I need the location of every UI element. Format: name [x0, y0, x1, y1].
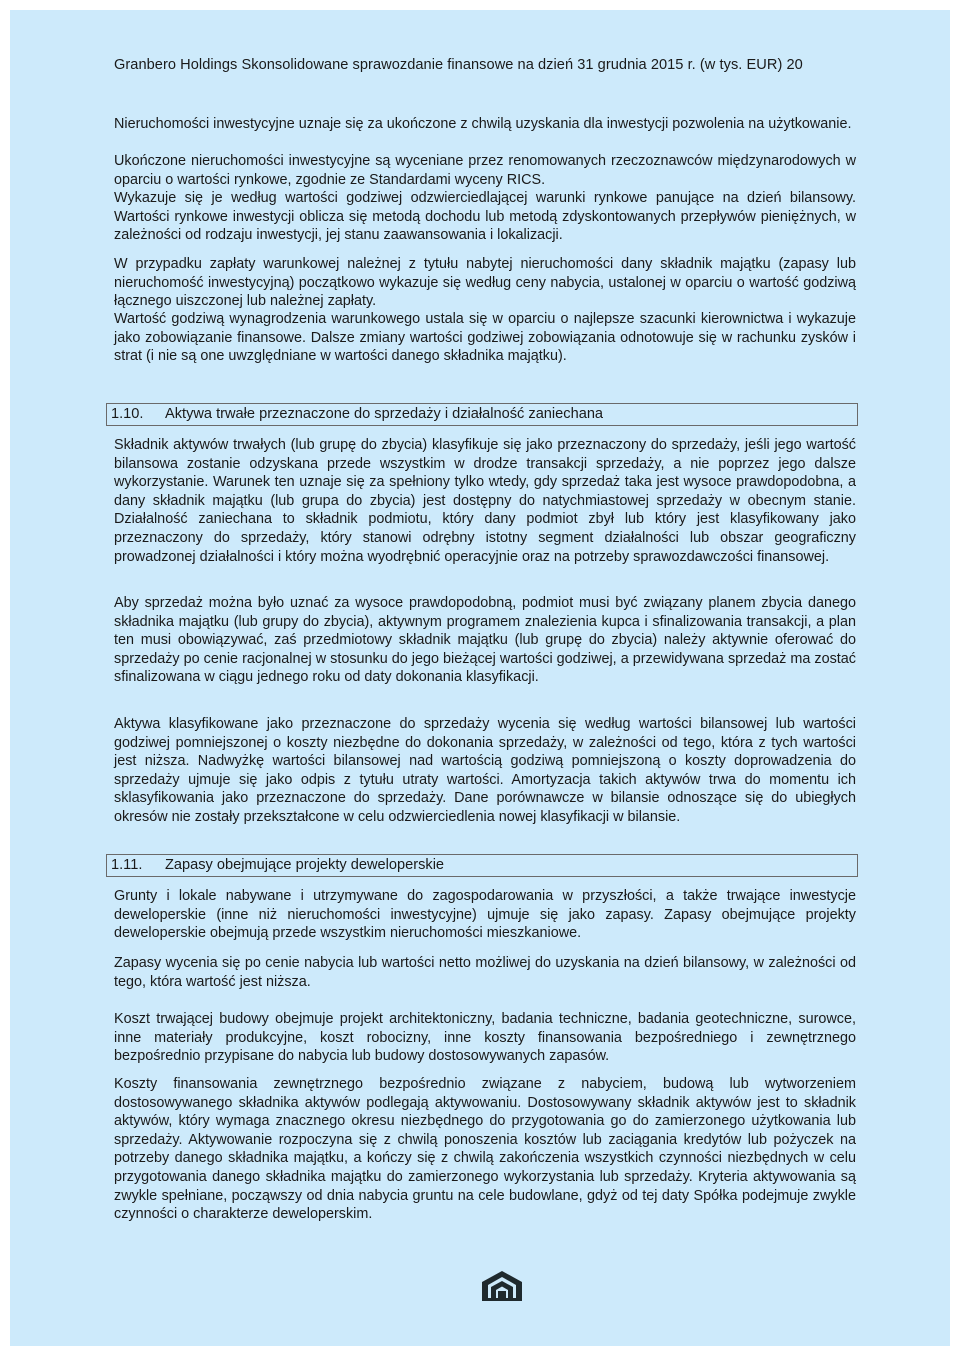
- section-heading-1-10: [106, 403, 858, 426]
- section-heading-1-11: [106, 854, 858, 877]
- section-title: Aktywa trwałe przeznaczone do sprzedaży i działalność zaniechana: [165, 406, 604, 422]
- section-title: Zapasy obejmujące projekty deweloperskie: [165, 857, 445, 873]
- paragraph: Aby sprzedaż można było uznać za wysoce prawdopodobną, podmiot musi być związany planem zbycia danego składnika majątku (lub grupy do zbycia), aktywnym programem znalezienia kupca i sfinalizowania transakcji, a plan ten musi obowiązywać, zaś przedmiotowy składnik majątku (lub grupę do zbycia) należy aktywnie oferować do sprzedaży po cenie racjonalnej w stosunku do jego bieżącej wartości godziwej, a przewidywana sprzedaż ma zostać sfinalizowana w ciągu jednego roku od daty dokonania klasyfikacji.: [114, 595, 856, 686]
- company-logo-icon: [479, 1268, 525, 1302]
- paragraph: Ukończone nieruchomości inwestycyjne są wyceniane przez renomowanych rzeczoznawców międzynarodowych w oparciu o wartości rynkowe, zgodnie ze Standardami wyceny RICS.: [114, 153, 856, 188]
- paragraph: Wykazuje się je według wartości godziwej odzwierciedlającej warunki rynkowe panujące na dzień bilansowy. Wartości rynkowe inwestycji oblicza się metodą dochodu lub metodą zdyskontowanych przepływów pieniężnych, w zależności od rodzaju inwestycji, jej stanu zaawansowania i lokalizacji.: [114, 190, 856, 244]
- paragraph: Grunty i lokale nabywane i utrzymywane do zagospodarowania w przyszłości, a także trwające inwestycje deweloperskie (inne niż nieruchomości inwestycyjne) ujmuje się jako zapasy. Zapasy obejmujące projekty deweloperskie obejmują przede wszystkim nieruchomości mieszkaniowe.: [114, 888, 856, 942]
- paragraph: Koszty finansowania zewnętrznego bezpośrednio związane z nabyciem, budową lub wytworzeniem dostosowywanego składnika aktywów podlegają aktywowaniu. Dostosowywany składnik aktywów jest to składnik aktywów, który wymaga znacznego okresu niezbędnego do przygotowania go do zamierzonego użytkowania lub sprzedaży. Aktywowanie rozpoczyna się z chwilą ponoszenia kosztów lub zaciągania kredytów lub pożyczek na potrzeby danego składnika majątku, a kończy się z chwilą zakończenia wszystkich czynności niezbędnych w celu przygotowania danego składnika majątku do zamierzonego wykorzystania lub sprzedaży. Kryteria aktywowania są zwykle spełniane, począwszy od dnia nabycia gruntu na cele budowlane, gdyż od tej daty Spółka podejmuje zwykle czynności o charakterze deweloperskim.: [114, 1076, 856, 1223]
- paragraph: W przypadku zapłaty warunkowej należnej z tytułu nabytej nieruchomości dany składnik majątku (zapasy lub nieruchomość inwestycyjną) początkowo wykazuje się według ceny nabycia, ustalonej w oparciu o wartość godziwą łącznego uiszczonej lub należnej zapłaty.: [114, 256, 856, 310]
- paragraph: Nieruchomości inwestycyjne uznaje się za ukończone z chwilą uzyskania dla inwestycji pozwolenia na użytkowanie.: [114, 116, 852, 132]
- section-number: 1.10.: [111, 406, 144, 422]
- section-number: 1.11.: [111, 857, 143, 873]
- document-page: [10, 10, 950, 1346]
- paragraph: Aktywa klasyfikowane jako przeznaczone do sprzedaży wycenia się według wartości bilansowej lub wartości godziwej pomniejszonej o koszty niezbędne do dokonania sprzedaży, w zależności od tego, która z tych wartości jest niższa. Nadwyżkę wartości bilansowej nad wartością godziwą pomniejszoną o koszty doprowadzenia do sprzedaży ujmuje się jako odpis z tytułu utraty wartości. Amortyzacja takich aktywów trwa do momentu ich sklasyfikowania jako przeznaczone do sprzedaży. Dane porównawcze w bilansie odnoszące się do ubiegłych okresów nie zostały przekształcone w celu odzwierciedlenia nowej klasyfikacji w bilansie.: [114, 716, 856, 825]
- paragraph: Zapasy wycenia się po cenie nabycia lub wartości netto możliwej do uzyskania na dzień bilansowy, w zależności od tego, która wartość jest niższa.: [114, 955, 856, 990]
- paragraph: Składnik aktywów trwałych (lub grupę do zbycia) klasyfikuje się jako przeznaczony do sprzedaży, jeśli jego wartość bilansowa zostanie odzyskana przede wszystkim w drodze transakcji sprzedaży, a nie poprzez jego dalsze wykorzystanie. Warunek ten uznaje się za spełniony tylko wtedy, gdy sprzedaż taka jest wysoce prawdopodobna, a dany składnik majątku (lub grupa do zbycia) jest dostępny do natychmiastowej sprzedaży w obecnym stanie. Działalność zaniechana to składnik podmiotu, który dany podmiot zbył lub który jest klasyfikowany jako przeznaczony do sprzedaży, który stanowi odrębny istotny segment działalności lub obszar geograficzny prowadzonej działalności i który można wyodrębnić operacyjnie oraz na potrzeby sprawozdawczości finansowej.: [114, 437, 856, 565]
- running-header: Granbero Holdings Skonsolidowane sprawozdanie finansowe na dzień 31 grudnia 2015 r. (w tys. EUR) 20: [114, 57, 803, 73]
- paragraph: Wartość godziwą wynagrodzenia warunkowego ustala się w oparciu o najlepsze szacunki kierownictwa i wykazuje jako zobowiązanie finansowe. Dalsze zmiany wartości godziwej zobowiązania odnotowuje się w rachunku zysków i strat (i nie są one uwzględniane w wartości danego składnika majątku).: [114, 311, 856, 365]
- paragraph: Koszt trwającej budowy obejmuje projekt architektoniczny, badania techniczne, badania geotechniczne, surowce, inne materiały produkcyjne, koszt robocizny, inne koszty finansowania bezpośredniego i zewnętrznego bezpośrednio przypisane do nabycia lub budowy dostosowywanych zapasów.: [114, 1011, 856, 1065]
